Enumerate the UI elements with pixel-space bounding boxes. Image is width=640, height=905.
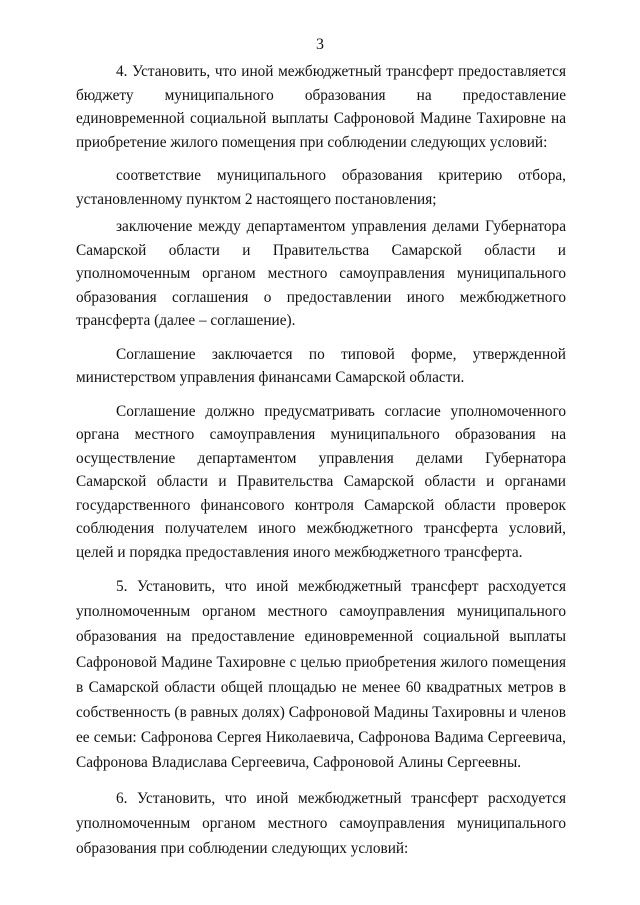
paragraph-condition-criteria: соответствие муниципального образования критерию отбора, установленному пунктом 2 настоящего постановления;	[76, 167, 566, 208]
paragraph-condition-agreement: заключение между департаментом управления делами Губернатора Самарской области и Правительства Самарской области и уполномоченным органом местного самоуправления муниципального образования соглашения о предоставлении иного межбюджетного трансферта (далее – соглашение).	[76, 218, 566, 329]
paragraph-4: 4. Установить, что иной межбюджетный трансферт предоставляется бюджету муниципального образования на предоставление единовременной социальной выплаты Сафроновой Мадине Тахировне на приобретение жилого помещения при соблюдении следующих условий:	[76, 63, 566, 151]
page-number: 3	[316, 36, 324, 53]
paragraph-agreement-form: Соглашение заключается по типовой форме, утвержденной министерством управления финансами Самарской области.	[76, 345, 566, 386]
paragraph-6: 6. Установить, что иной межбюджетный трансферт расходуется уполномоченным органом местного самоуправления муниципального образования при соблюдении следующих условий:	[76, 789, 566, 858]
paragraph-agreement-consent: Соглашение должно предусматривать согласие уполномоченного органа местного самоуправления муниципального образования на осуществление департаментом управления делами Губернатора Самарской области и Правительства Самарской области и органами государственного финансового контроля Самарской области проверок соблюдения получателем иного межбюджетного трансферта условий, целей и порядка предоставления иного межбюджетного трансферта.	[76, 402, 566, 561]
paragraph-5: 5. Установить, что иной межбюджетный трансферт расходуется уполномоченным органом местного самоуправления муниципального образования на предоставление единовременной социальной выплаты Сафроновой Мадине Тахировне с целью приобретения жилого помещения в Самарской области общей площадью не менее 60 квадратных метров в собственность (в равных долях) Сафроновой Мадины Тахировны и членов ее семьи: Сафронова Сергея Николаевича, Сафронова Вадима Сергеевича, Сафронова Владислава Сергеевича, Сафроновой Алины Сергеевны.	[76, 578, 566, 772]
document-body	[76, 60, 566, 871]
